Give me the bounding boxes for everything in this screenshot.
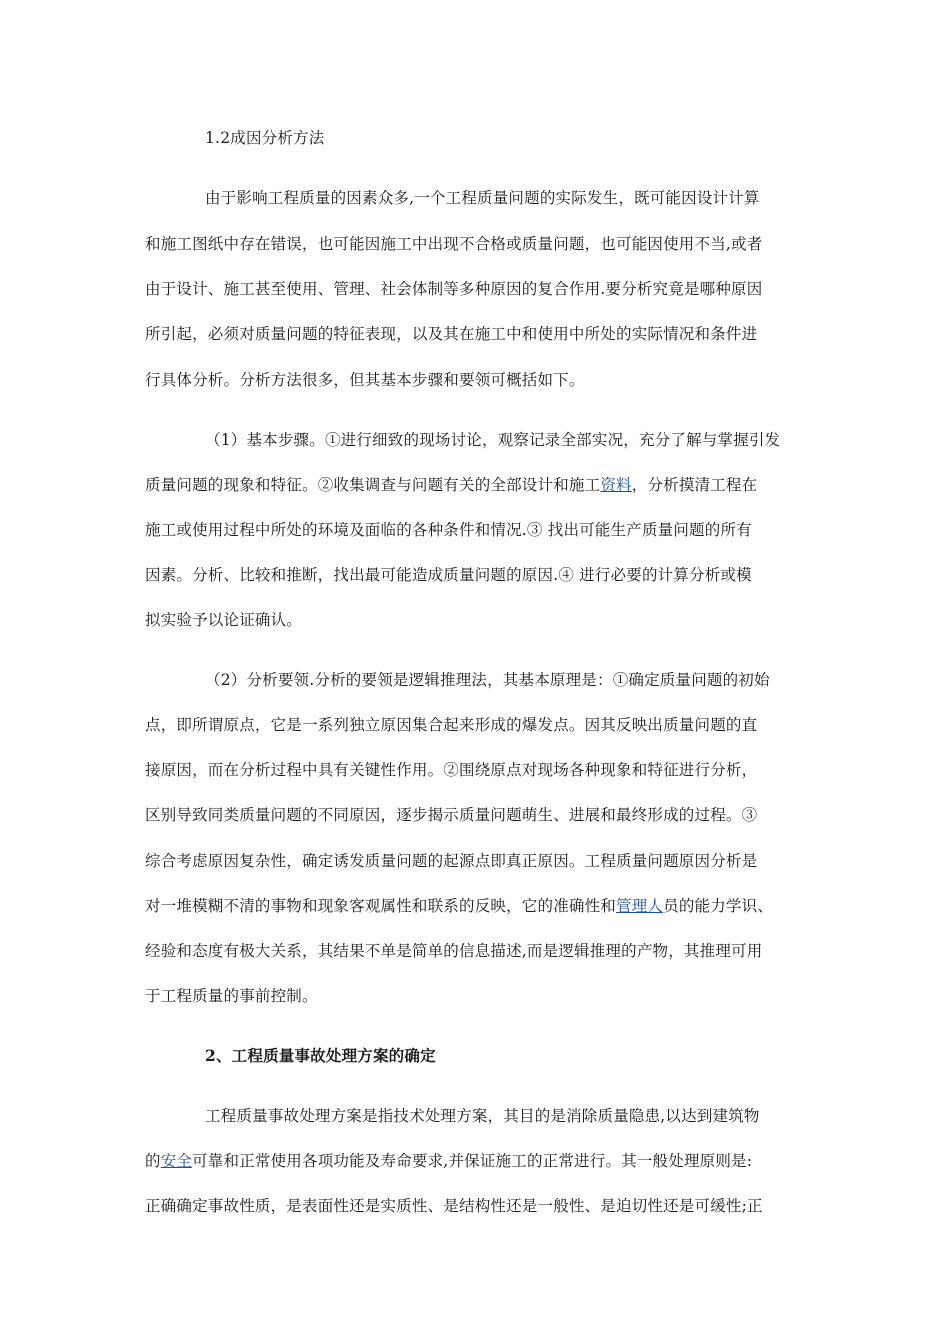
paragraph-line: 由于设计、施工甚至使用、管理、社会体制等多种原因的复合作用.要分析究竟是哪种原因: [145, 280, 763, 298]
paragraph-line: 由于影响工程质量的因素众多,一个工程质量问题的实际发生，既可能因设计计算: [205, 189, 760, 207]
paragraph-line: 所引起，必须对质量问题的特征表现，以及其在施工中和使用中所处的实际情况和条件进: [145, 325, 758, 343]
paragraph-line: [145, 475, 805, 495]
paragraph-line: 经验和态度有极大关系，其结果不单是简单的信息描述,而是逻辑推理的产物，其推理可用: [145, 942, 763, 960]
link-anquan[interactable]: 安全: [160, 1152, 193, 1170]
text-span: 的: [145, 1152, 161, 1170]
section-heading: 1.2成因分析方法: [205, 129, 325, 147]
paragraph-line: 行具体分析。分析方法很多，但其基本步骤和要领可概括如下。: [145, 371, 585, 389]
paragraph-line: [145, 1151, 805, 1171]
paragraph-line: 和施工图纸中存在错误，也可能因施工中出现不合格或质量问题，也可能因使用不当,或者: [145, 235, 763, 253]
section-heading: 2、工程质量事故处理方案的确定: [205, 1046, 436, 1065]
paragraph-line: 拟实验予以论证确认。: [145, 611, 303, 629]
text-span: 对一堆模糊不清的事物和现象客观属性和联系的反映，它的准确性和: [145, 897, 617, 915]
paragraph-line: 接原因，而在分析过程中具有关键性作用。②围绕原点对现场各种现象和特征进行分析，: [145, 761, 758, 779]
paragraph-line: 区别导致同类质量问题的不同原因，逐步揭示质量问题萌生、进展和最终形成的过程。③: [145, 806, 758, 824]
text-span: 可靠和正常使用各项功能及寿命要求,并保证施工的正常进行。其一般处理原则是:: [192, 1152, 753, 1170]
paragraph-line: 工程质量事故处理方案是指技术处理方案，其目的是消除质量隐患,以达到建筑物: [205, 1107, 760, 1125]
paragraph-line: 正确确定事故性质，是表面性还是实质性、是结构性还是一般性、是迫切性还是可缓性;正: [145, 1197, 763, 1215]
text-span: ，分析摸清工程在: [631, 476, 758, 494]
paragraph-line: 因素。分析、比较和推断，找出最可能造成质量问题的原因.④ 进行必要的计算分析或模: [145, 566, 752, 584]
paragraph-line: 点，即所谓原点，它是一系列独立原因集合起来形成的爆发点。因其反映出质量问题的直: [145, 716, 758, 734]
link-guanliren[interactable]: 管理人: [616, 897, 664, 915]
paragraph-line: [145, 896, 805, 916]
paragraph-line: （1）基本步骤。①进行细致的现场讨论，观察记录全部实况，充分了解与掌握引发: [205, 431, 781, 449]
paragraph-line: 于工程质量的事前控制。: [145, 987, 318, 1005]
link-ziliao[interactable]: 资料: [600, 476, 632, 494]
paragraph-line: （2）分析要领.分析的要领是逻辑推理法，其基本原理是：①确定质量问题的初始: [205, 671, 770, 689]
text-span: 质量问题的现象和特征。②收集调查与问题有关的全部设计和施工: [145, 476, 601, 494]
paragraph-line: 施工或使用过程中所处的环境及面临的各种条件和情况.③ 找出可能生产质量问题的所有: [145, 521, 752, 539]
paragraph-line: 综合考虑原因复杂性，确定诱发质量问题的起源点即真正原因。工程质量问题原因分析是: [145, 852, 758, 870]
text-span: 员的能力学识、: [663, 897, 774, 915]
